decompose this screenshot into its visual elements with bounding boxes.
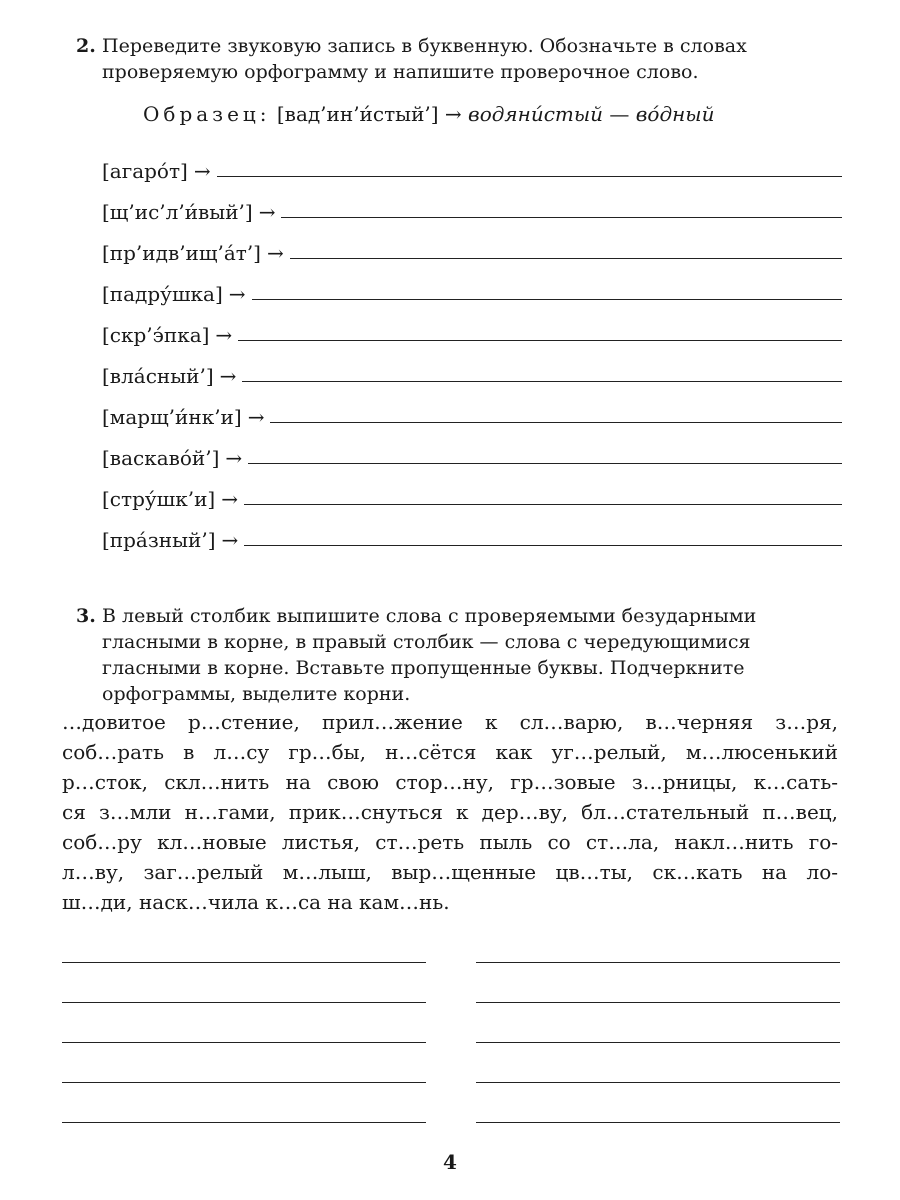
answer-line[interactable]	[270, 421, 842, 423]
example-check-word: во́дный	[635, 102, 715, 126]
passage-line: р…сток, скл…нить на свою стор…ну, гр…зовые з…рницы, к…сать-	[62, 770, 838, 794]
answer-line[interactable]	[62, 1082, 426, 1122]
arrow-icon: →	[193, 159, 211, 183]
answer-line[interactable]	[62, 962, 426, 1002]
transcription-word: [пр’идв’ищ’а́т’]	[102, 241, 261, 265]
arrow-icon: →	[221, 487, 238, 511]
arrow-icon: →	[219, 364, 237, 388]
exercise-passage	[62, 707, 838, 917]
answer-line[interactable]	[62, 1002, 426, 1042]
transcription-word: [падру́шка]	[102, 282, 223, 306]
answer-line[interactable]	[238, 339, 842, 341]
transcription-word: [вла́сный’]	[102, 364, 214, 388]
transcription-row	[102, 225, 842, 266]
arrow-icon: →	[221, 528, 239, 552]
answer-line[interactable]	[476, 962, 840, 1002]
transcription-rows	[102, 143, 842, 553]
answer-line[interactable]	[244, 544, 842, 546]
transcription-row	[102, 512, 842, 553]
answer-line[interactable]	[281, 216, 842, 218]
arrow-icon: →	[215, 323, 233, 347]
arrow-icon: →	[266, 241, 284, 265]
transcription-row	[102, 143, 842, 184]
transcription-word: [щ’ис’л’и́вый’]	[102, 200, 253, 224]
transcription-row	[102, 307, 842, 348]
right-column	[476, 962, 840, 1162]
answer-line[interactable]	[242, 380, 842, 382]
transcription-word: [пра́зный’]	[102, 528, 216, 552]
example-line	[143, 102, 714, 126]
task-3	[62, 603, 842, 707]
transcription-row	[102, 266, 842, 307]
answer-line[interactable]	[248, 462, 842, 464]
transcription-row	[102, 389, 842, 430]
transcription-row	[102, 471, 842, 512]
example-transcription: [вад’ин’и́стый’]	[276, 102, 439, 126]
passage-line: л…ву, заг…релый м…лыш, выр…щенные цв…ты, ск…кать на ло-	[62, 860, 838, 884]
task-2-instructions: Переведите звуковую запись в буквенную. Обозначьте в словах проверяемую орфограмму и напишите проверочное слово.	[102, 35, 747, 83]
page-number: 4	[443, 1150, 457, 1174]
task-3-number: 3.	[76, 605, 96, 627]
example-dash: —	[609, 102, 630, 126]
example-answer: водяни́стый	[468, 102, 604, 126]
task-2-number: 2.	[76, 35, 96, 57]
example-arrow: →	[444, 102, 462, 126]
answer-line[interactable]	[62, 1042, 426, 1082]
transcription-word: [васкаво́й’]	[102, 446, 220, 470]
arrow-icon: →	[247, 405, 265, 429]
task-2	[62, 33, 842, 85]
transcription-word: [скр’э́пка]	[102, 323, 210, 347]
passage-line: ся з…мли н…гами, прик…снуться к дер…ву, бл…стательный п…вец,	[62, 800, 838, 824]
example-label: Образец:	[143, 102, 271, 126]
passage-line: ш…ди, наск…чила к…са на кам…нь.	[62, 890, 450, 914]
passage-line: соб…ру кл…новые листья, ст…реть пыль со ст…ла, накл…нить го-	[62, 830, 838, 854]
transcription-row	[102, 184, 842, 225]
passage-line: …довитое р…стение, прил…жение к сл…варю, в…черняя з…ря,	[62, 710, 838, 734]
transcription-word: [марщ’и́нк’и]	[102, 405, 242, 429]
answer-line[interactable]	[476, 1002, 840, 1042]
arrow-icon: →	[228, 282, 246, 306]
answer-columns	[62, 962, 840, 1142]
transcription-word: [стру́шк’и]	[102, 487, 216, 511]
answer-line[interactable]	[252, 298, 842, 300]
answer-line[interactable]	[476, 1042, 840, 1082]
transcription-word: [агаро́т]	[102, 159, 188, 183]
answer-line[interactable]	[217, 175, 842, 177]
task-3-instructions: В левый столбик выпишите слова с проверяемыми безударными гласными в корне, в правый столбик — слова с чередующимися гласными в корне. Вставьте пропущенные буквы. Подчеркните орфограммы, выделите корни.	[102, 605, 757, 705]
answer-line[interactable]	[476, 1082, 840, 1122]
answer-line[interactable]	[244, 503, 842, 505]
left-column	[62, 962, 426, 1162]
arrow-icon: →	[225, 446, 243, 470]
arrow-icon: →	[258, 200, 276, 224]
transcription-row	[102, 348, 842, 389]
transcription-row	[102, 430, 842, 471]
answer-line[interactable]	[290, 257, 842, 259]
passage-line: соб…рать в л…су гр…бы, н…сётся как уг…релый, м…люсенький	[62, 740, 838, 764]
